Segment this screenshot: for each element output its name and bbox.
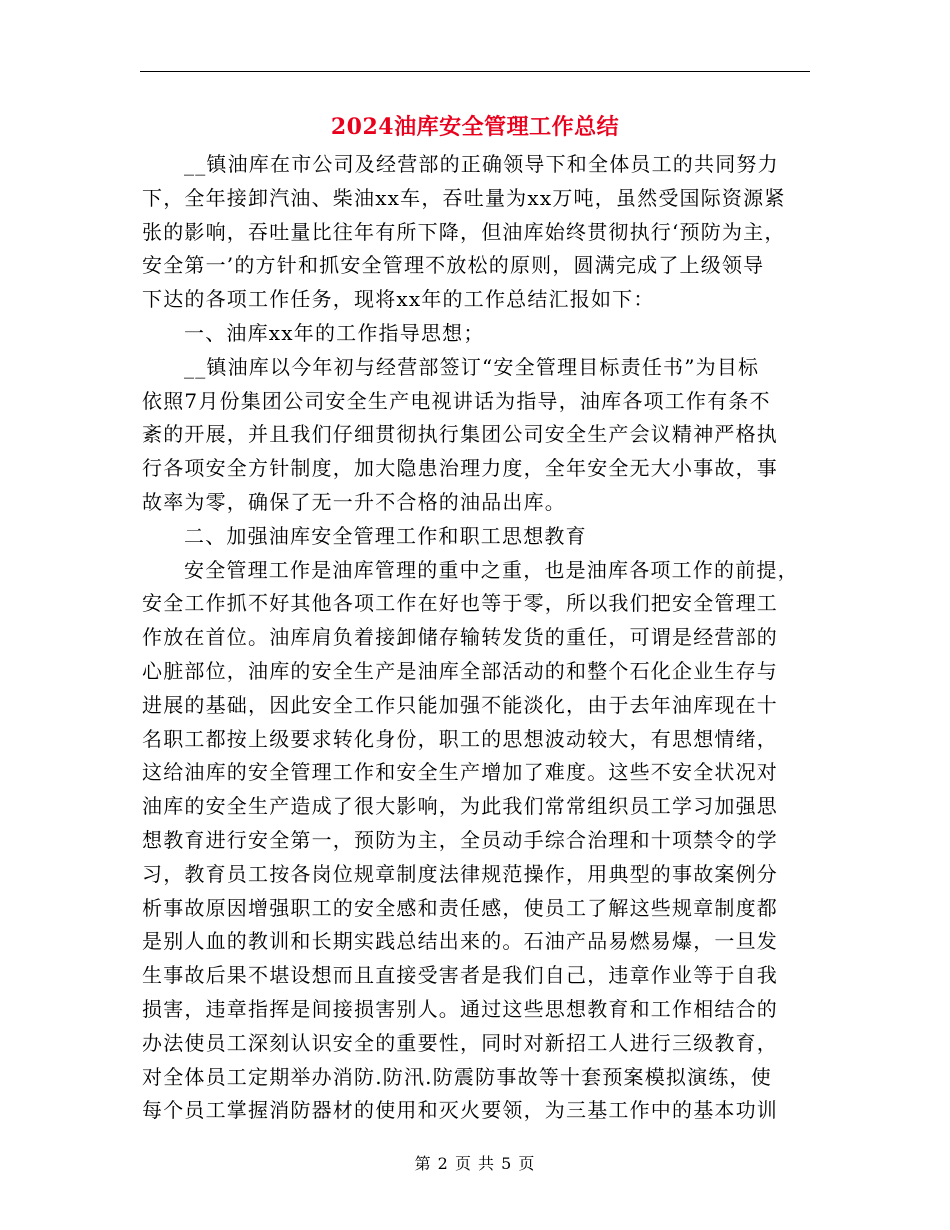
text-line: 安全管理工作是油库管理的重中之重，也是油库各项工作的前提，	[184, 557, 799, 582]
document-title: 2024油库安全管理工作总结	[330, 114, 620, 140]
text-line: 这给油库的安全管理工作和安全生产增加了难度。这些不安全状况对	[142, 760, 778, 785]
text-line: 每个员工掌握消防器材的使用和灭火要领，为三基工作中的基本功训	[142, 1098, 778, 1123]
text-line: 油库的安全生产造成了很大影响，为此我们常常组织员工学习加强思	[142, 794, 778, 819]
text-line: 安全第一’的方针和抓安全管理不放松的原则，圆满完成了上级领导	[142, 253, 765, 278]
text-line: __镇油库在市公司及经营部的正确领导下和全体员工的共同努力	[184, 152, 779, 176]
text-line: 对全体员工定期举办消防.防汛.防震防事故等十套预案模拟演练，使	[142, 1064, 772, 1089]
text-line: 下，全年接卸汽油、柴油xx车，吞吐量为xx万吨，虽然受国际资源紧	[142, 185, 786, 210]
text-line: 故率为零，确保了无一升不合格的油品出库。	[142, 489, 566, 514]
text-line: 安全工作抓不好其他各项工作在好也等于零，所以我们把安全管理工	[142, 591, 778, 616]
text-line: 想教育进行安全第一，预防为主，全员动手综合治理和十项禁令的学	[142, 827, 778, 852]
text-line: 习，教育员工按各岗位规章制度法律规范操作，用典型的事故案例分	[142, 861, 778, 886]
text-line: 依照7月份集团公司安全生产电视讲话为指导，油库各项工作有条不	[142, 388, 771, 413]
text-line: 二、加强油库安全管理工作和职工思想教育	[184, 523, 587, 548]
text-line: 下达的各项工作任务，现将xx年的工作总结汇报如下：	[142, 287, 655, 312]
text-line: 损害，违章指挥是间接损害别人。通过这些思想教育和工作相结合的	[142, 996, 778, 1021]
text-line: 进展的基础，因此安全工作只能加强不能淡化，由于去年油库现在十	[142, 692, 778, 717]
text-line: 析事故原因增强职工的安全感和责任感，使员工了解这些规章制度都	[142, 895, 778, 920]
text-line: 一、油库xx年的工作指导思想；	[184, 320, 485, 345]
text-line: 办法使员工深刻认识安全的重要性，同时对新招工人进行三级教育，	[142, 1030, 778, 1055]
text-line: 心脏部位，油库的安全生产是油库全部活动的和整个石化企业生存与	[142, 658, 778, 683]
header-rule	[140, 71, 810, 72]
text-line: 紊的开展，并且我们仔细贯彻执行集团公司安全生产会议精神严格执	[142, 422, 778, 447]
text-line: 生事故后果不堪设想而且直接受害者是我们自己，违章作业等于自我	[142, 963, 778, 988]
text-line: __镇油库以今年初与经营部签订“安全管理目标责任书”为目标	[184, 354, 760, 379]
text-line: 行各项安全方针制度，加大隐患治理力度，全年安全无大小事故，事	[142, 456, 778, 481]
document-body	[142, 148, 814, 1128]
text-line: 作放在首位。油库肩负着接卸储存输转发货的重任，可谓是经营部的	[142, 625, 778, 650]
page-number-footer: 第 2 页 共 5 页	[414, 1154, 536, 1173]
text-line: 名职工都按上级要求转化身份，职工的思想波动较大，有思想情绪，	[142, 726, 778, 751]
text-line: 是别人血的教训和长期实践总结出来的。石油产品易燃易爆，一旦发	[142, 929, 778, 954]
text-line: 张的影响，吞吐量比往年有所下降，但油库始终贯彻执行‘预防为主，	[142, 219, 786, 244]
